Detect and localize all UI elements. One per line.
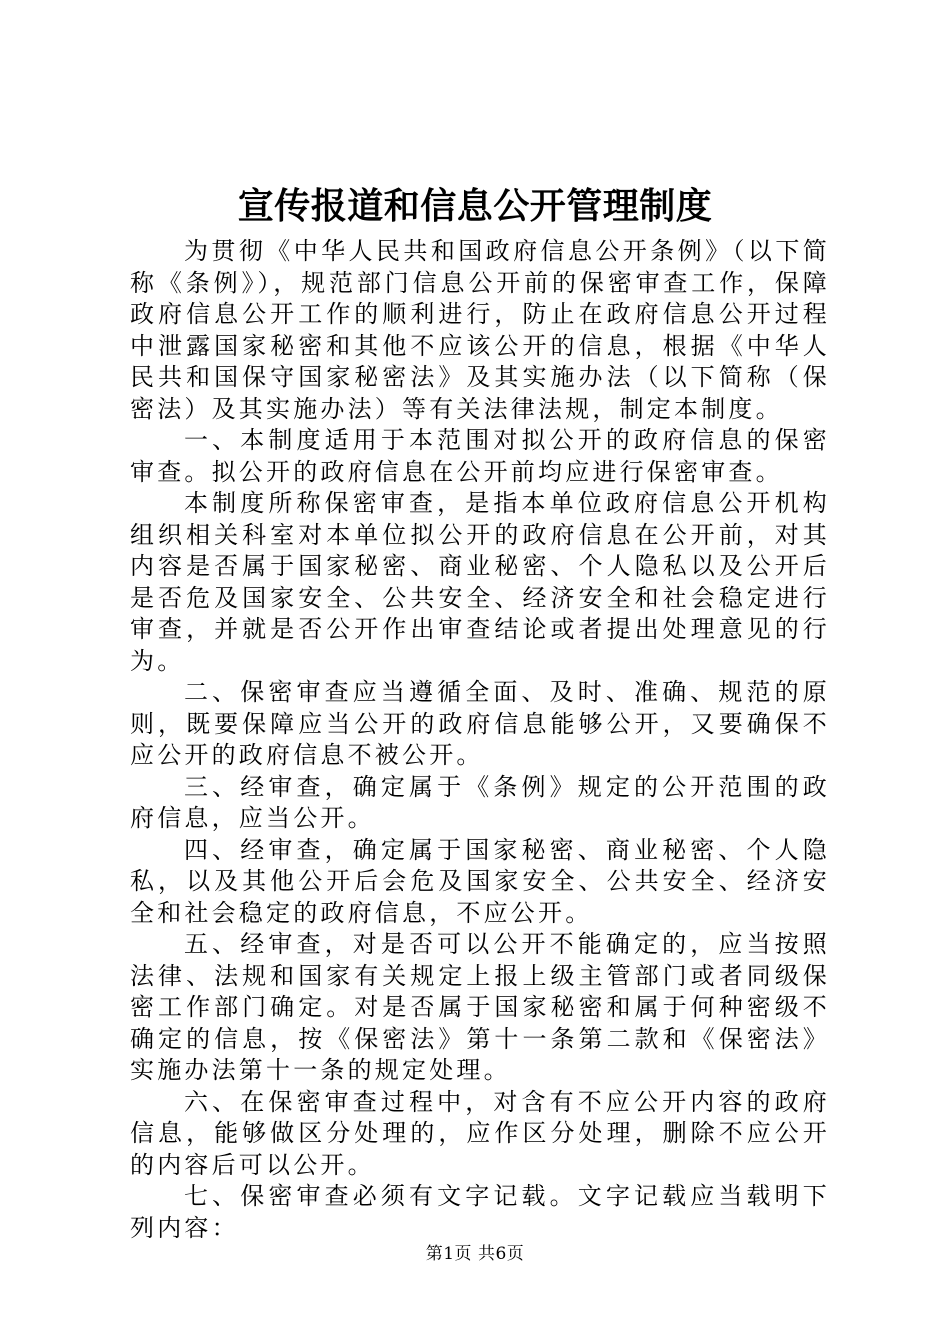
page-number-footer: 第1页 共6页 [425, 1244, 525, 1264]
paragraph-article-7: 七、保密审查必须有文字记载。文字记载应当载明下列内容： [130, 1182, 830, 1242]
paragraph-article-6: 六、在保密审查过程中，对含有不应公开内容的政府信息，能够做区分处理的，应作区分处理，删除不应公开的内容后可以公开。 [130, 1087, 830, 1179]
paragraph-article-4: 四、经审查，确定属于国家秘密、商业秘密、个人隐私，以及其他公开后会危及国家安全、公共安全、经济安全和社会稳定的政府信息，不应公开。 [130, 835, 830, 927]
paragraph-article-3: 三、经审查，确定属于《条例》规定的公开范围的政府信息，应当公开。 [130, 772, 830, 832]
paragraph-article-5: 五、经审查，对是否可以公开不能确定的，应当按照法律、法规和国家有关规定上报上级主管部门或者同级保密工作部门确定。对是否属于国家秘密和属于何种密级不确定的信息，按《保密法》第十一条第二款和《保密法》实施办法第十一条的规定处理。 [130, 930, 830, 1084]
paragraph-article-1: 一、本制度适用于本范围对拟公开的政府信息的保密审查。拟公开的政府信息在公开前均应进行保密审查。 [130, 426, 830, 486]
document-body [130, 236, 830, 1244]
paragraph-article-2: 二、保密审查应当遵循全面、及时、准确、规范的原则，既要保障应当公开的政府信息能够公开，又要确保不应公开的政府信息不被公开。 [130, 678, 830, 769]
document-title: 宣传报道和信息公开管理制度 [237, 186, 713, 227]
paragraph-definition: 本制度所称保密审查，是指本单位政府信息公开机构组织相关科室对本单位拟公开的政府信息在公开前，对其内容是否属于国家秘密、商业秘密、个人隐私以及公开后是否危及国家安全、公共安全、经济安全和社会稳定进行审查，并就是否公开作出审查结论或者提出处理意见的行为。 [130, 489, 830, 675]
paragraph-preamble: 为贯彻《中华人民共和国政府信息公开条例》（以下简称《条例》），规范部门信息公开前的保密审查工作，保障政府信息公开工作的顺利进行，防止在政府信息公开过程中泄露国家秘密和其他不应该公开的信息，根据《中华人民共和国保守国家秘密法》及其实施办法（以下简称（保密法）及其实施办法）等有关法律法规，制定本制度。 [130, 237, 830, 423]
